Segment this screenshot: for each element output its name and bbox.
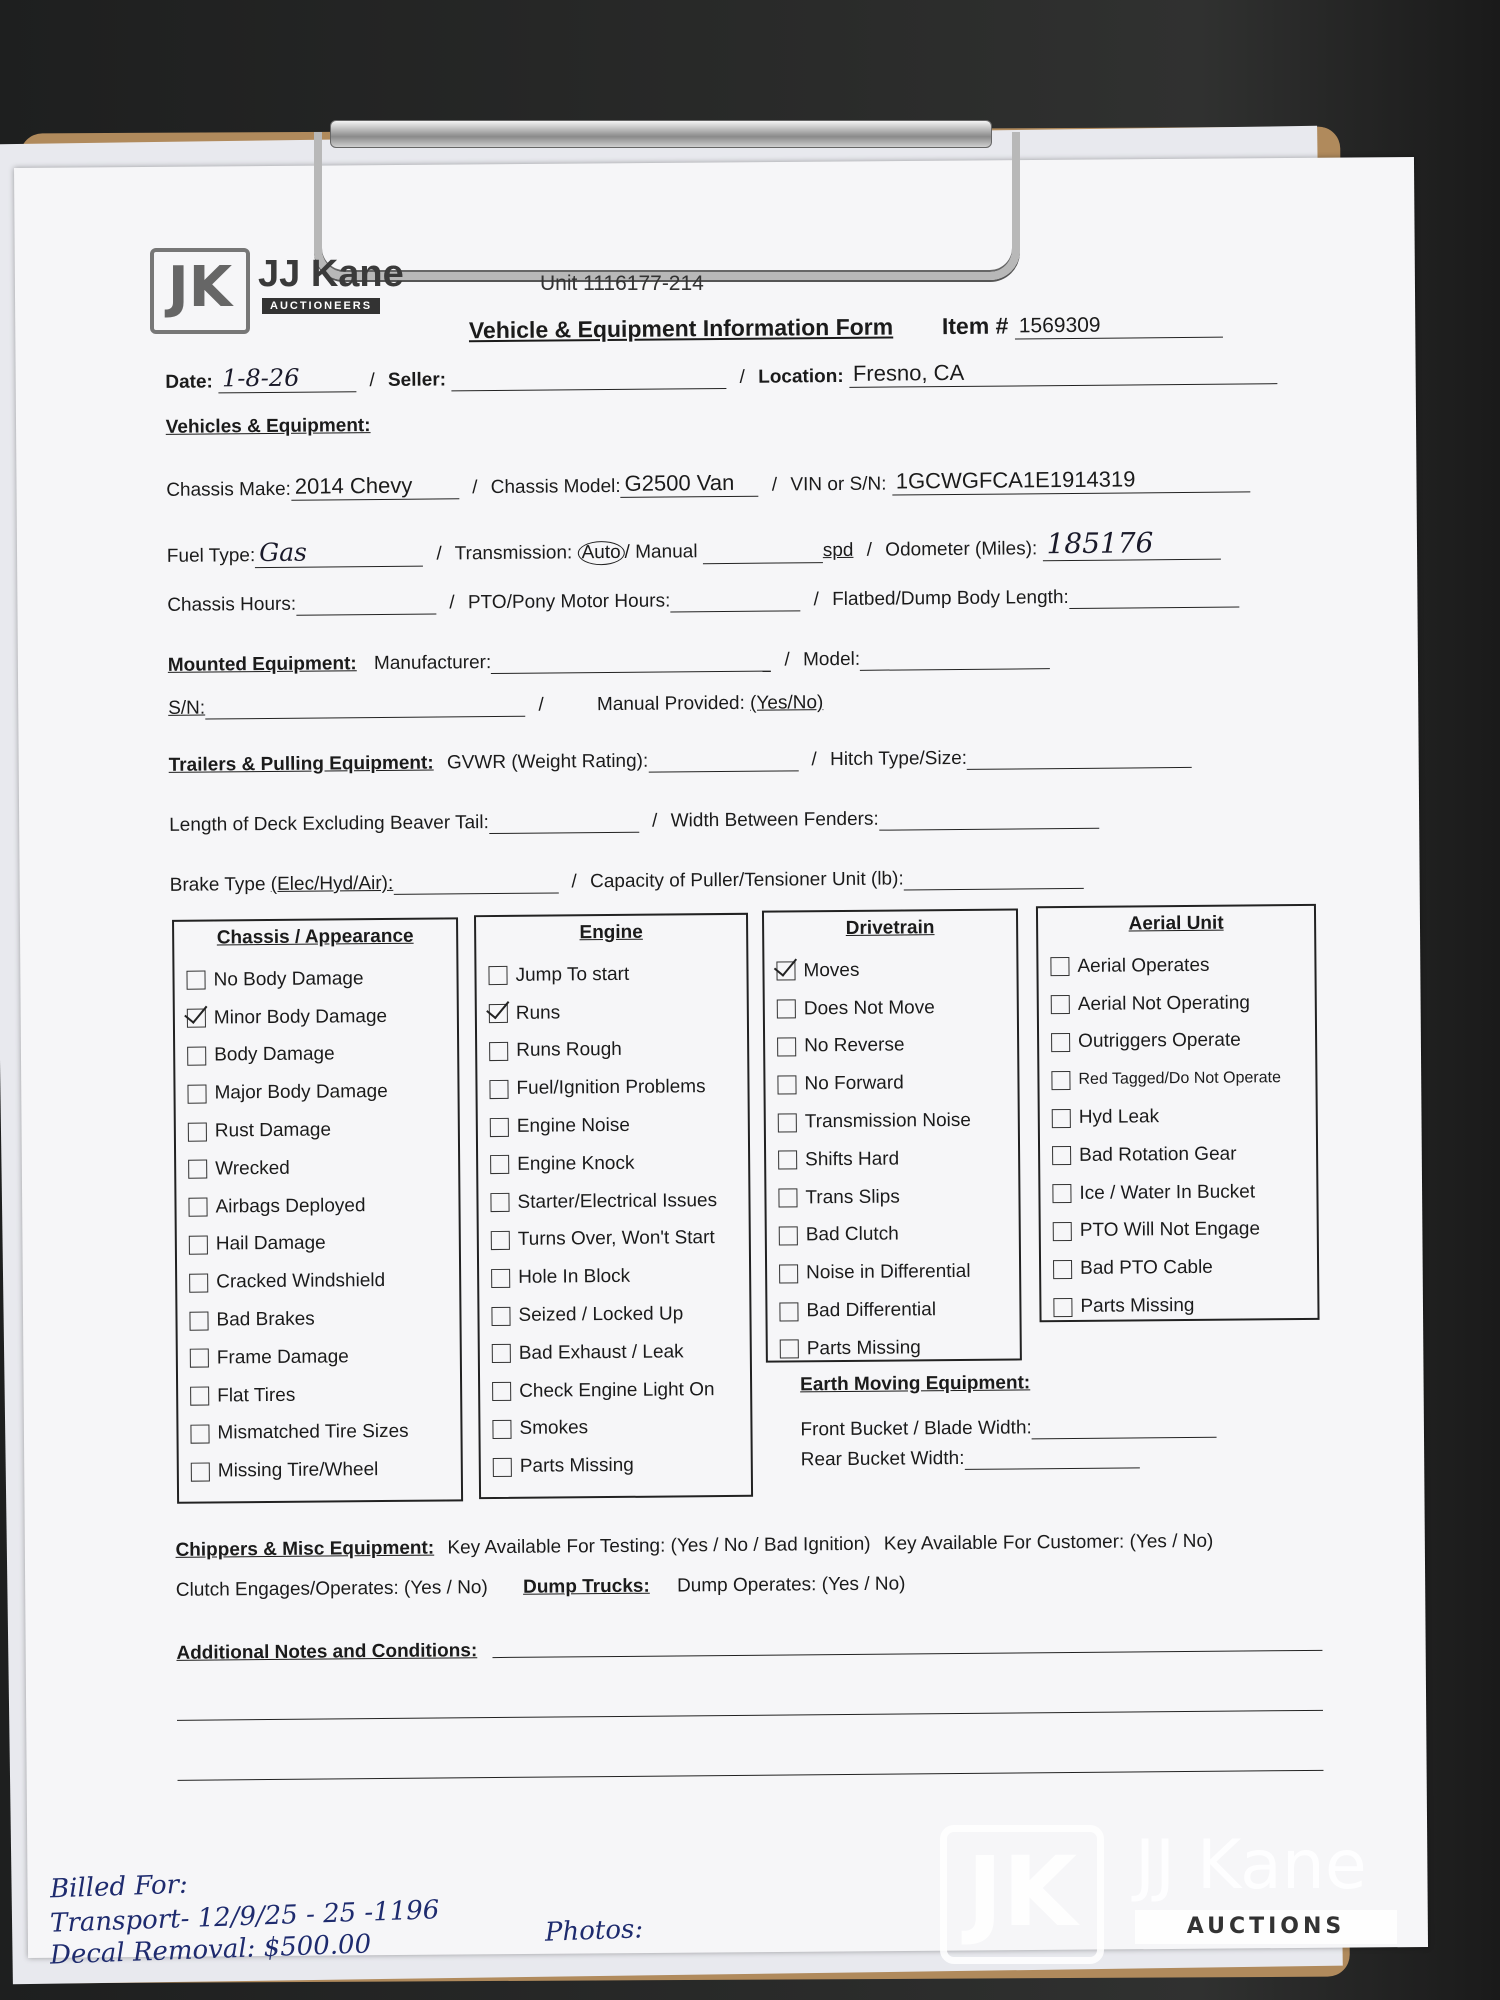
model-label: Chassis Model:	[490, 475, 621, 499]
checklist-item[interactable]	[777, 1064, 970, 1103]
checkbox[interactable]	[190, 1424, 209, 1443]
deck-row: Length of Deck Excluding Beaver Tail: / Width Between Fenders:	[169, 807, 1099, 837]
checklist-item[interactable]	[489, 993, 716, 1033]
rear-bucket-field	[964, 1449, 1139, 1470]
checklist-item[interactable]	[189, 1224, 407, 1264]
checklist-item[interactable]	[191, 1451, 409, 1491]
checkbox[interactable]	[777, 1037, 796, 1056]
checklist-label: Rust Damage	[214, 1119, 332, 1142]
handwritten-photos: Photos:	[544, 1914, 644, 1948]
checklist-item[interactable]	[187, 1073, 405, 1113]
checkbox[interactable]	[1052, 1109, 1071, 1128]
checklist-label: Bad PTO Cable	[1080, 1257, 1213, 1280]
checklist-label: Transmission Noise	[804, 1109, 972, 1133]
checklist-label: Engine Noise	[516, 1114, 630, 1137]
checklist-item[interactable]	[491, 1257, 718, 1297]
checkbox[interactable]	[1051, 1033, 1070, 1052]
clip-bar	[330, 120, 992, 148]
checklist-label: Seized / Locked Up	[518, 1303, 684, 1326]
chassis-appearance-box	[172, 917, 463, 1503]
gvwr-field	[648, 752, 798, 772]
checkbox[interactable]	[1051, 1071, 1070, 1090]
checklist-item[interactable]	[188, 1111, 406, 1151]
brake-label: Brake Type	[169, 874, 266, 896]
checklist-item[interactable]	[188, 1149, 406, 1189]
checklist-item[interactable]	[190, 1413, 408, 1453]
checklist-label: Starter/Electrical Issues	[517, 1189, 718, 1213]
checkbox[interactable]	[191, 1462, 210, 1481]
make-value: 2014 Chevy	[291, 472, 459, 500]
dump-operates: Dump Operates: (Yes / No)	[676, 1573, 906, 1597]
deck-field	[489, 814, 639, 834]
transmission-manual: / Manual	[624, 541, 698, 563]
location-label: Location:	[758, 365, 844, 388]
checkbox[interactable]	[777, 1000, 796, 1019]
fenders-label: Width Between Fenders:	[670, 808, 879, 832]
hours-label: Chassis Hours:	[167, 593, 297, 616]
checklist-item[interactable]	[492, 1333, 719, 1373]
checklist-label: No Reverse	[804, 1034, 905, 1057]
fuel-label: Fuel Type:	[166, 545, 256, 567]
hitch-label: Hitch Type/Size:	[829, 747, 968, 771]
checkbox[interactable]	[492, 1420, 511, 1439]
mounted-model-field	[860, 650, 1050, 671]
checklist-label: Turns Over, Won't Start	[517, 1227, 715, 1251]
checkbox[interactable]	[777, 1075, 796, 1094]
checklist-label: Parts Missing	[1080, 1294, 1195, 1317]
fenders-field	[879, 810, 1099, 831]
checklist-item[interactable]	[490, 1144, 717, 1184]
handwritten-transport: Transport- 12/9/25 - 25 -1196	[49, 1895, 440, 1939]
seller-label: Seller:	[387, 369, 447, 391]
checklist-item[interactable]	[1053, 1249, 1283, 1289]
checklist-label: Body Damage	[214, 1043, 335, 1066]
checklist-item[interactable]	[1053, 1286, 1283, 1326]
checklist-item[interactable]	[490, 1182, 717, 1222]
brake-options: (Elec/Hyd/Air):	[270, 872, 394, 895]
engine-items	[488, 955, 719, 1486]
checkbox[interactable]	[1053, 1298, 1072, 1317]
checklist-item[interactable]	[777, 1026, 970, 1065]
trailers-row: Trailers & Pulling Equipment: GVWR (Weight Rating): / Hitch Type/Size:	[169, 746, 1193, 777]
checklist-label: Missing Tire/Wheel	[217, 1459, 379, 1482]
manufacturer-field	[491, 653, 771, 674]
checkbox[interactable]	[187, 1084, 206, 1103]
notes-heading: Additional Notes and Conditions:	[176, 1640, 478, 1664]
checklist-label: Parts Missing	[806, 1337, 921, 1360]
checklist-label: Bad Clutch	[805, 1223, 899, 1246]
hours-row: Chassis Hours: / PTO/Pony Motor Hours: / Flatbed/Dump Body Length:	[167, 586, 1239, 617]
checkbox[interactable]	[1052, 1184, 1071, 1203]
model-value: G2500 Van	[620, 470, 758, 498]
checklist-label: Major Body Damage	[214, 1081, 388, 1104]
form-title: Vehicle & Equipment Information Form	[468, 313, 894, 344]
checkbox[interactable]	[1052, 1146, 1071, 1165]
checklist-item[interactable]	[777, 989, 970, 1028]
checkbox[interactable]	[779, 1264, 798, 1283]
odometer-label: Odometer (Miles):	[885, 538, 1038, 561]
checklist-label: Airbags Deployed	[215, 1194, 366, 1218]
chassis-items	[186, 960, 409, 1491]
drivetrain-box-title: Drivetrain	[845, 917, 935, 939]
checkbox[interactable]	[188, 1122, 207, 1141]
checkbox[interactable]	[779, 1302, 798, 1321]
checkbox[interactable]	[490, 1155, 509, 1174]
deck-label: Length of Deck Excluding Beaver Tail:	[169, 812, 489, 836]
checklist-label: Trans Slips	[805, 1186, 900, 1208]
checkbox[interactable]	[1051, 995, 1070, 1014]
checklist-label: Outriggers Operate	[1078, 1029, 1241, 1053]
checklist-item[interactable]	[190, 1376, 408, 1416]
checklist-label: Ice / Water In Bucket	[1079, 1181, 1256, 1204]
chassis-box-title: Chassis / Appearance	[216, 925, 414, 949]
unit-number: Unit 1116177-214	[540, 272, 704, 295]
jk-watermark-icon: JK	[940, 1825, 1104, 1964]
checkbox[interactable]	[491, 1306, 510, 1325]
checkbox[interactable]	[493, 1458, 512, 1477]
checkbox[interactable]	[491, 1269, 510, 1288]
speed-label: spd	[822, 539, 854, 562]
transmission-label: Transmission:	[454, 542, 573, 565]
checklist-item[interactable]	[187, 1035, 405, 1075]
capacity-field	[904, 870, 1084, 891]
checklist-item[interactable]	[490, 1106, 717, 1146]
key-testing: Key Available For Testing: (Yes / No / Bad Ignition)	[447, 1533, 871, 1559]
checklist-label: Mismatched Tire Sizes	[217, 1421, 409, 1444]
fuel-row: Fuel Type: Gas / Transmission: Auto / Manual spd / Odometer (Miles): 185176	[167, 526, 1221, 569]
checklist-item[interactable]	[491, 1295, 718, 1335]
vehicles-heading: Vehicles & Equipment:	[165, 415, 371, 438]
drivetrain-box	[762, 908, 1022, 1362]
checkbox[interactable]	[778, 1113, 797, 1132]
checklist-item[interactable]	[491, 1220, 718, 1260]
checklist-item[interactable]	[779, 1291, 972, 1330]
jj-kane-watermark	[940, 1820, 1440, 1970]
checkbox[interactable]	[778, 1189, 797, 1208]
checklist-item[interactable]	[778, 1178, 971, 1217]
checklist-label: Frame Damage	[216, 1346, 349, 1369]
pto-field	[670, 592, 800, 612]
checklist-label: Bad Differential	[806, 1299, 937, 1322]
mounted-heading: Mounted Equipment:	[167, 653, 357, 676]
date-label: Date:	[165, 371, 213, 393]
front-bucket-label: Front Bucket / Blade Width:	[800, 1417, 1032, 1441]
checklist-item[interactable]	[489, 1068, 716, 1108]
checklist-label: Jump To start	[515, 963, 630, 986]
checklist-label: Flat Tires	[217, 1384, 296, 1407]
engine-box-title: Engine	[579, 921, 643, 944]
sn-row: S/N: / Manual Provided: (Yes/No)	[168, 692, 824, 719]
checklist-label: No Body Damage	[213, 968, 364, 991]
checklist-item[interactable]	[778, 1140, 971, 1179]
checkbox[interactable]	[190, 1387, 209, 1406]
date-row: Date: 1-8-26 / Seller: / Location: Fresno, CA	[165, 355, 1277, 394]
item-label: Item #	[941, 312, 1009, 340]
jj-kane-logo	[150, 248, 440, 338]
checklist-label: Red Tagged/Do Not Operate	[1078, 1069, 1282, 1089]
date-value: 1-8-26	[218, 363, 356, 393]
checklist-item[interactable]	[1052, 1173, 1282, 1213]
checklist-label: Hyd Leak	[1078, 1106, 1160, 1129]
checklist-label: Engine Knock	[517, 1152, 635, 1175]
checklist-item[interactable]	[489, 1031, 716, 1071]
checklist-item[interactable]	[1051, 984, 1281, 1024]
chassis-row: Chassis Make: 2014 Chevy / Chassis Model: G2500 Van / VIN or S/N: 1GCWGFCA1E1914319	[166, 465, 1250, 501]
chippers-heading: Chippers & Misc Equipment:	[175, 1537, 435, 1561]
manual-options: (Yes/No)	[750, 692, 824, 714]
checklist-label: Runs Rough	[516, 1039, 622, 1062]
checkbox-checked[interactable]	[489, 1004, 508, 1023]
checklist-item[interactable]	[1053, 1211, 1283, 1251]
checklist-item[interactable]	[189, 1262, 407, 1302]
checkbox[interactable]	[778, 1151, 797, 1170]
checklist-item[interactable]	[1052, 1097, 1282, 1137]
location-value: Fresno, CA	[849, 357, 1277, 388]
checklist-label: Aerial Operates	[1077, 954, 1210, 977]
checklist-item[interactable]	[779, 1215, 972, 1254]
checklist-label: PTO Will Not Engage	[1079, 1218, 1261, 1242]
checklist-item[interactable]	[190, 1338, 408, 1378]
checkbox[interactable]	[780, 1340, 799, 1359]
front-bucket-field	[1032, 1419, 1217, 1440]
fuel-value: Gas	[255, 537, 423, 568]
checkbox[interactable]	[188, 1198, 207, 1217]
manufacturer-label: Manufacturer:	[373, 652, 492, 675]
checklist-label: No Forward	[804, 1072, 904, 1095]
watermark-sub: AUCTIONS	[1135, 1910, 1397, 1944]
checklist-item[interactable]	[188, 1187, 406, 1227]
checkbox[interactable]	[186, 971, 205, 990]
checklist-label: Cracked Windshield	[216, 1270, 386, 1293]
checklist-label: Noise in Differential	[806, 1261, 971, 1284]
checklist-label: Fuel/Ignition Problems	[516, 1076, 706, 1100]
checklist-item[interactable]	[189, 1300, 407, 1340]
checklist-label: Hole In Block	[518, 1266, 631, 1289]
front-bucket-row	[800, 1416, 1216, 1442]
checklist-label: Parts Missing	[519, 1455, 634, 1478]
transmission-auto: Auto	[577, 541, 624, 565]
checklist-item[interactable]	[488, 955, 715, 995]
checkbox-checked[interactable]	[776, 962, 795, 981]
checklist-item[interactable]	[1050, 946, 1280, 986]
checkbox[interactable]	[492, 1344, 511, 1363]
earth-heading: Earth Moving Equipment:	[800, 1372, 1031, 1396]
handwritten-billed-for: Billed For:	[49, 1869, 189, 1905]
checkbox[interactable]	[491, 1231, 510, 1250]
checklist-label: Hail Damage	[215, 1232, 326, 1255]
dump-heading: Dump Trucks:	[522, 1575, 650, 1598]
checklist-item[interactable]	[778, 1102, 971, 1141]
checklist-item[interactable]	[492, 1409, 719, 1449]
flatbed-field	[1069, 589, 1239, 609]
aerial-box-title: Aerial Unit	[1128, 912, 1224, 935]
speed-field	[703, 544, 823, 564]
make-label: Chassis Make:	[166, 478, 291, 501]
checklist-item[interactable]	[780, 1329, 973, 1368]
gvwr-label: GVWR (Weight Rating):	[446, 750, 649, 774]
checkbox[interactable]	[190, 1349, 209, 1368]
checklist-label: Runs	[515, 1002, 561, 1024]
rear-bucket-row	[801, 1446, 1140, 1471]
vin-value: 1GCWGFCA1E1914319	[892, 465, 1250, 495]
aerial-items	[1050, 946, 1283, 1326]
checkbox[interactable]	[1053, 1260, 1072, 1279]
seller-field	[451, 370, 726, 391]
watermark-name: JJ Kane	[1135, 1826, 1367, 1905]
logo-sub: AUCTIONEERS	[262, 298, 380, 314]
pto-label: PTO/Pony Motor Hours:	[467, 590, 671, 614]
checkbox[interactable]	[488, 966, 507, 985]
rear-bucket-label: Rear Bucket Width:	[800, 1447, 965, 1471]
brake-row: Brake Type (Elec/Hyd/Air): / Capacity of Puller/Tensioner Unit (lb):	[170, 867, 1084, 897]
checklist-item[interactable]	[1052, 1135, 1282, 1175]
checklist-item[interactable]	[492, 1371, 719, 1411]
flatbed-label: Flatbed/Dump Body Length:	[832, 586, 1069, 611]
checkbox[interactable]	[189, 1311, 208, 1330]
hours-field	[296, 596, 436, 616]
checklist-item[interactable]	[776, 951, 969, 990]
aerial-unit-box	[1036, 904, 1320, 1322]
checkbox[interactable]	[1050, 957, 1069, 976]
checkbox-checked[interactable]	[187, 1009, 206, 1028]
checkbox[interactable]	[490, 1117, 509, 1136]
mounted-row: Mounted Equipment: Manufacturer: / Model:	[168, 647, 1050, 677]
checklist-item[interactable]	[187, 998, 405, 1038]
manual-label: Manual Provided:	[596, 692, 745, 716]
checklist-label: Shifts Hard	[805, 1148, 900, 1171]
checkbox[interactable]	[490, 1193, 509, 1212]
checklist-label: Wrecked	[215, 1157, 290, 1180]
checkbox[interactable]	[779, 1226, 798, 1245]
capacity-label: Capacity of Puller/Tensioner Unit (lb):	[589, 868, 904, 893]
logo-name: JJ Kane	[258, 253, 404, 295]
checklist-item[interactable]	[1051, 1060, 1281, 1100]
checklist-label: Check Engine Light On	[519, 1378, 715, 1402]
brake-field	[393, 874, 558, 894]
checkbox[interactable]	[189, 1236, 208, 1255]
odometer-value: 185176	[1042, 526, 1220, 562]
sn-label: S/N:	[168, 697, 206, 719]
checkbox[interactable]	[189, 1273, 208, 1292]
checklist-label: Minor Body Damage	[213, 1005, 388, 1029]
trailers-heading: Trailers & Pulling Equipment:	[168, 752, 434, 776]
checklist-label: Aerial Not Operating	[1077, 992, 1251, 1015]
clutch-operates: Clutch Engages/Operates: (Yes / No)	[175, 1577, 488, 1601]
checkbox[interactable]	[188, 1160, 207, 1179]
checklist-label: Moves	[803, 959, 860, 982]
checkbox[interactable]	[187, 1047, 206, 1066]
checklist-item[interactable]	[186, 960, 404, 1000]
checklist-item[interactable]	[1051, 1022, 1281, 1062]
checklist-label: Bad Exhaust / Leak	[518, 1341, 684, 1364]
checklist-label: Smokes	[519, 1417, 589, 1440]
checklist-label: Does Not Move	[803, 996, 935, 1020]
checkbox[interactable]	[489, 1080, 508, 1099]
item-number: 1569309	[1015, 313, 1223, 340]
engine-box	[474, 913, 753, 1499]
checklist-label: Bad Rotation Gear	[1079, 1143, 1237, 1166]
checkbox[interactable]	[489, 1042, 508, 1061]
checkbox[interactable]	[492, 1382, 511, 1401]
vin-label: VIN or S/N:	[790, 473, 887, 496]
handwritten-decal-removal: Decal Removal: $500.00	[49, 1929, 372, 1971]
drivetrain-items	[776, 951, 973, 1368]
jk-logo-icon: JK	[150, 248, 250, 334]
key-customer: Key Available For Customer: (Yes / No)	[883, 1530, 1214, 1555]
sn-field	[205, 698, 525, 720]
checklist-item[interactable]	[779, 1253, 972, 1292]
mounted-model-label: Model:	[802, 648, 861, 671]
hitch-field	[967, 749, 1192, 770]
checkbox[interactable]	[1053, 1222, 1072, 1241]
checklist-item[interactable]	[493, 1446, 720, 1486]
checklist-label: Bad Brakes	[216, 1308, 315, 1331]
